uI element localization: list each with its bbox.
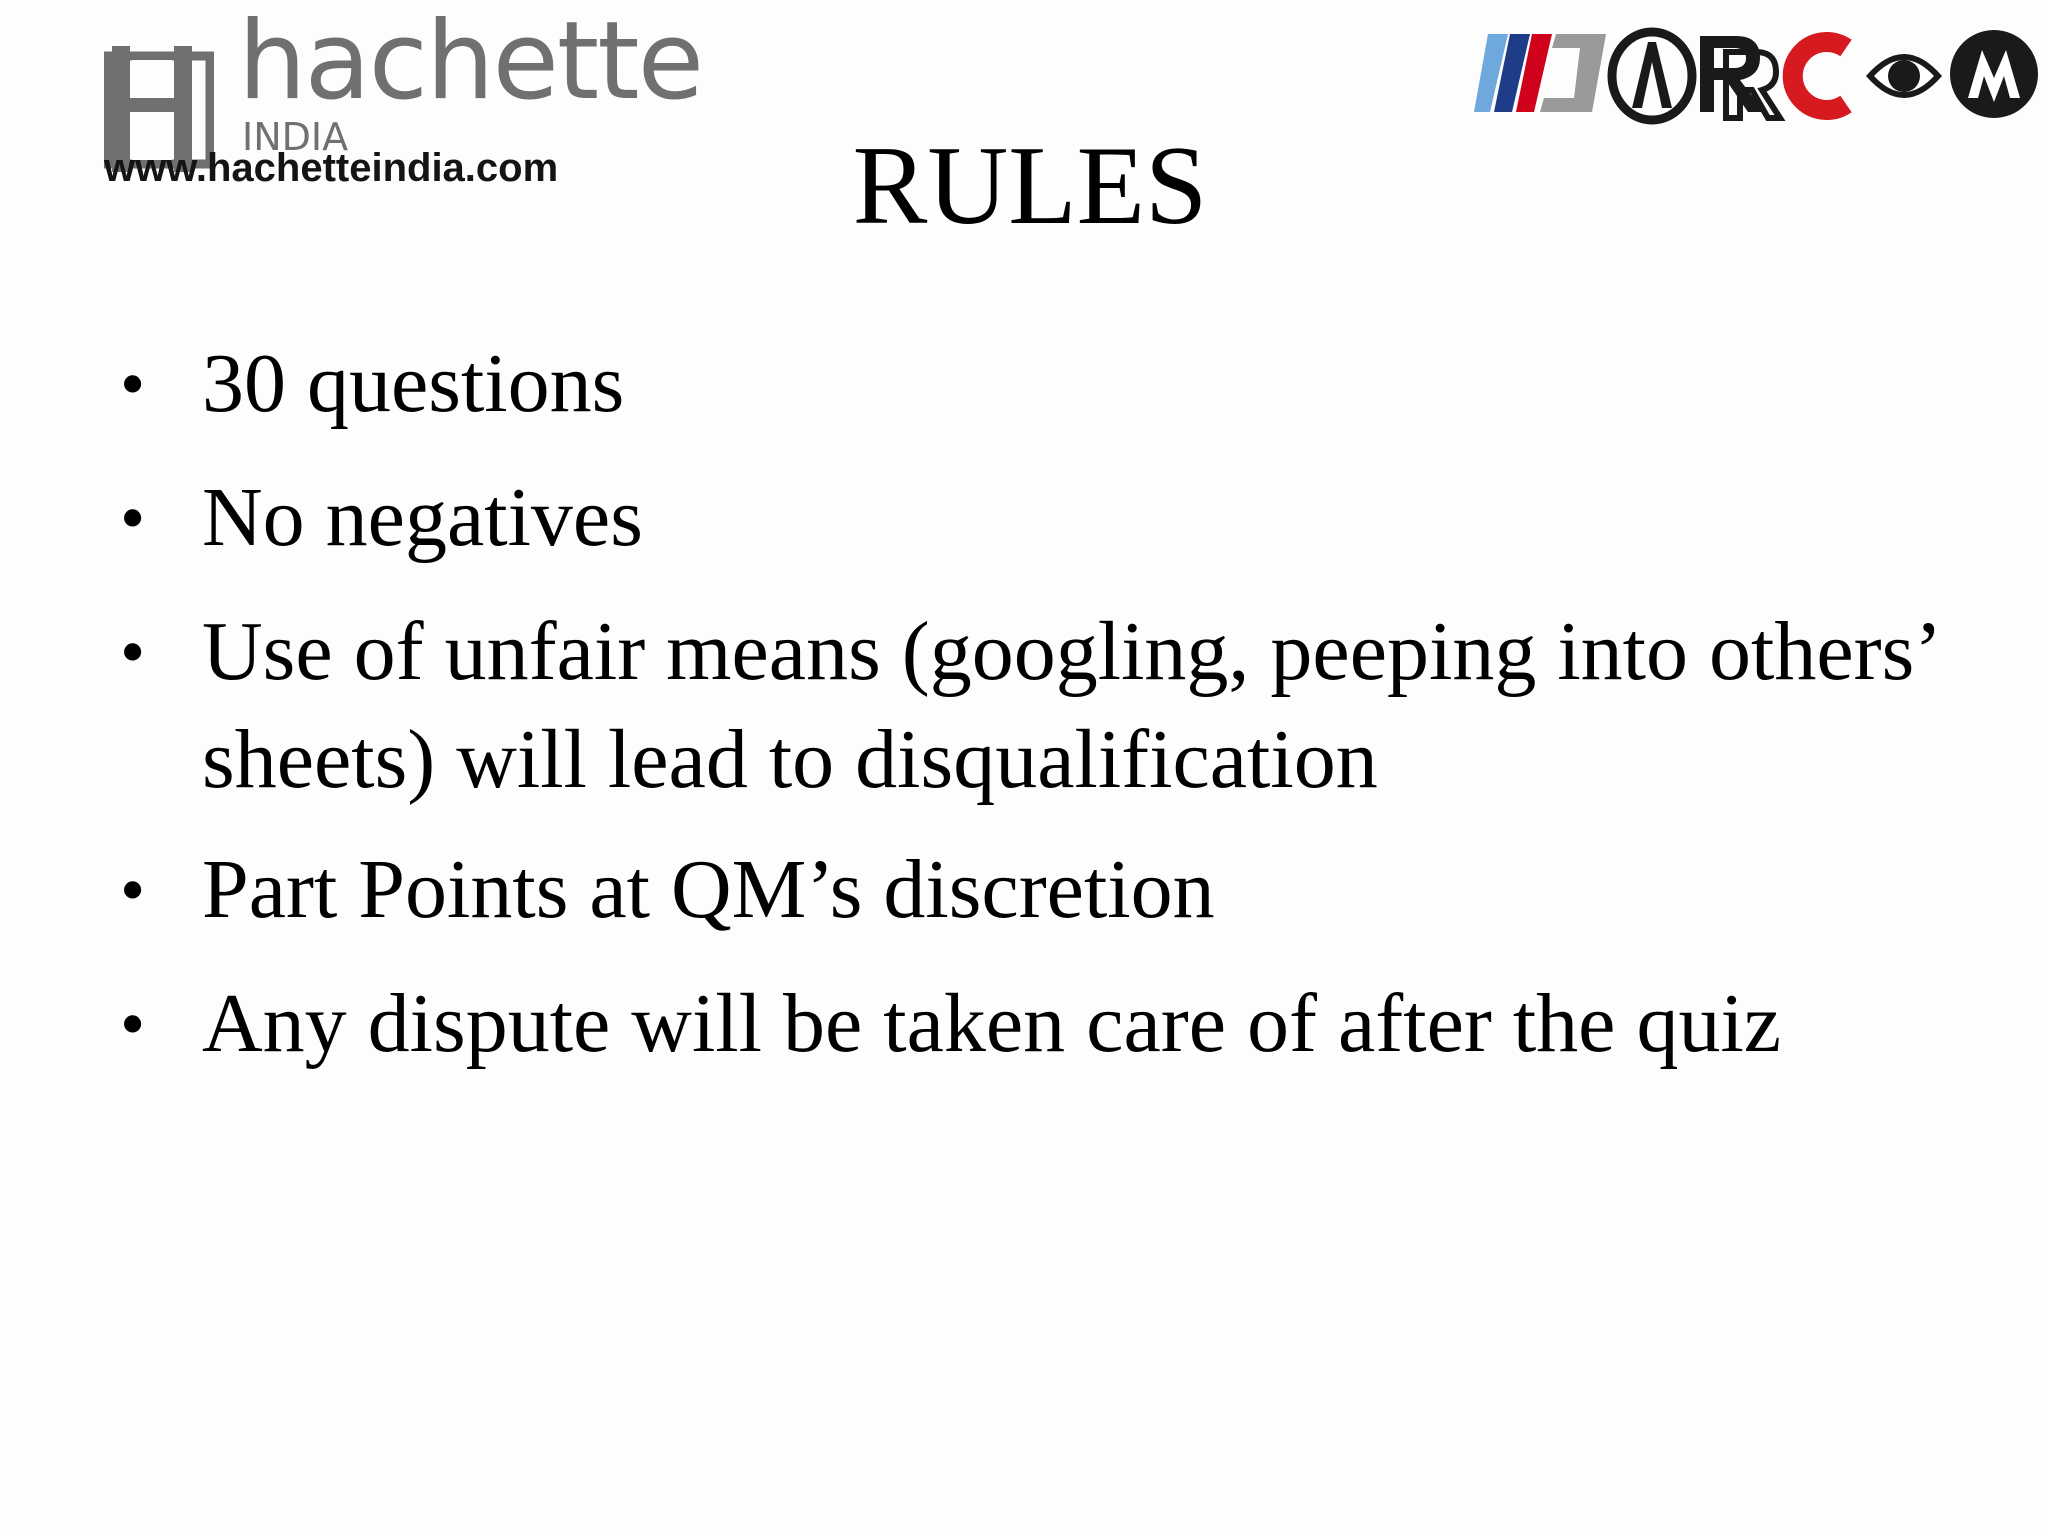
rule-item — [120, 598, 2020, 814]
rule-item — [120, 330, 2020, 438]
bullet-icon: • — [120, 984, 146, 1064]
rule-text: Use of unfair means (googling, peeping into others’ sheets) will lead to disqualification — [202, 605, 1937, 806]
marcom-logo — [1474, 22, 2040, 130]
rule-text: Any dispute will be taken care of after the quiz — [202, 977, 1782, 1070]
slide-title: RULES — [852, 124, 1208, 248]
hachette-wordmark: hachette — [238, 0, 703, 124]
rule-text: Part Points at QM’s discretion — [202, 843, 1215, 936]
cbs-eye-icon — [1866, 54, 1942, 98]
acura-logo-icon — [1612, 32, 1692, 120]
bullet-icon: • — [120, 612, 146, 692]
rule-item — [120, 464, 2020, 572]
bullet-icon: • — [120, 344, 146, 424]
rule-item — [120, 836, 2020, 944]
hachette-url: www.hachetteindia.com — [104, 146, 559, 190]
bullet-icon: • — [120, 478, 146, 558]
bullet-icon: • — [120, 850, 146, 930]
rules-list — [120, 330, 2020, 1104]
rolls-royce-logo-icon — [1700, 36, 1780, 118]
rule-item — [120, 970, 2020, 1078]
motorola-logo-icon — [1950, 30, 2038, 118]
rule-text: No negatives — [202, 471, 643, 564]
red-c-logo-icon — [1793, 42, 1846, 110]
rule-text: 30 questions — [202, 337, 625, 430]
hachette-india-label: INDIA — [242, 115, 349, 159]
bmw-m-stripes-icon — [1474, 34, 1606, 112]
